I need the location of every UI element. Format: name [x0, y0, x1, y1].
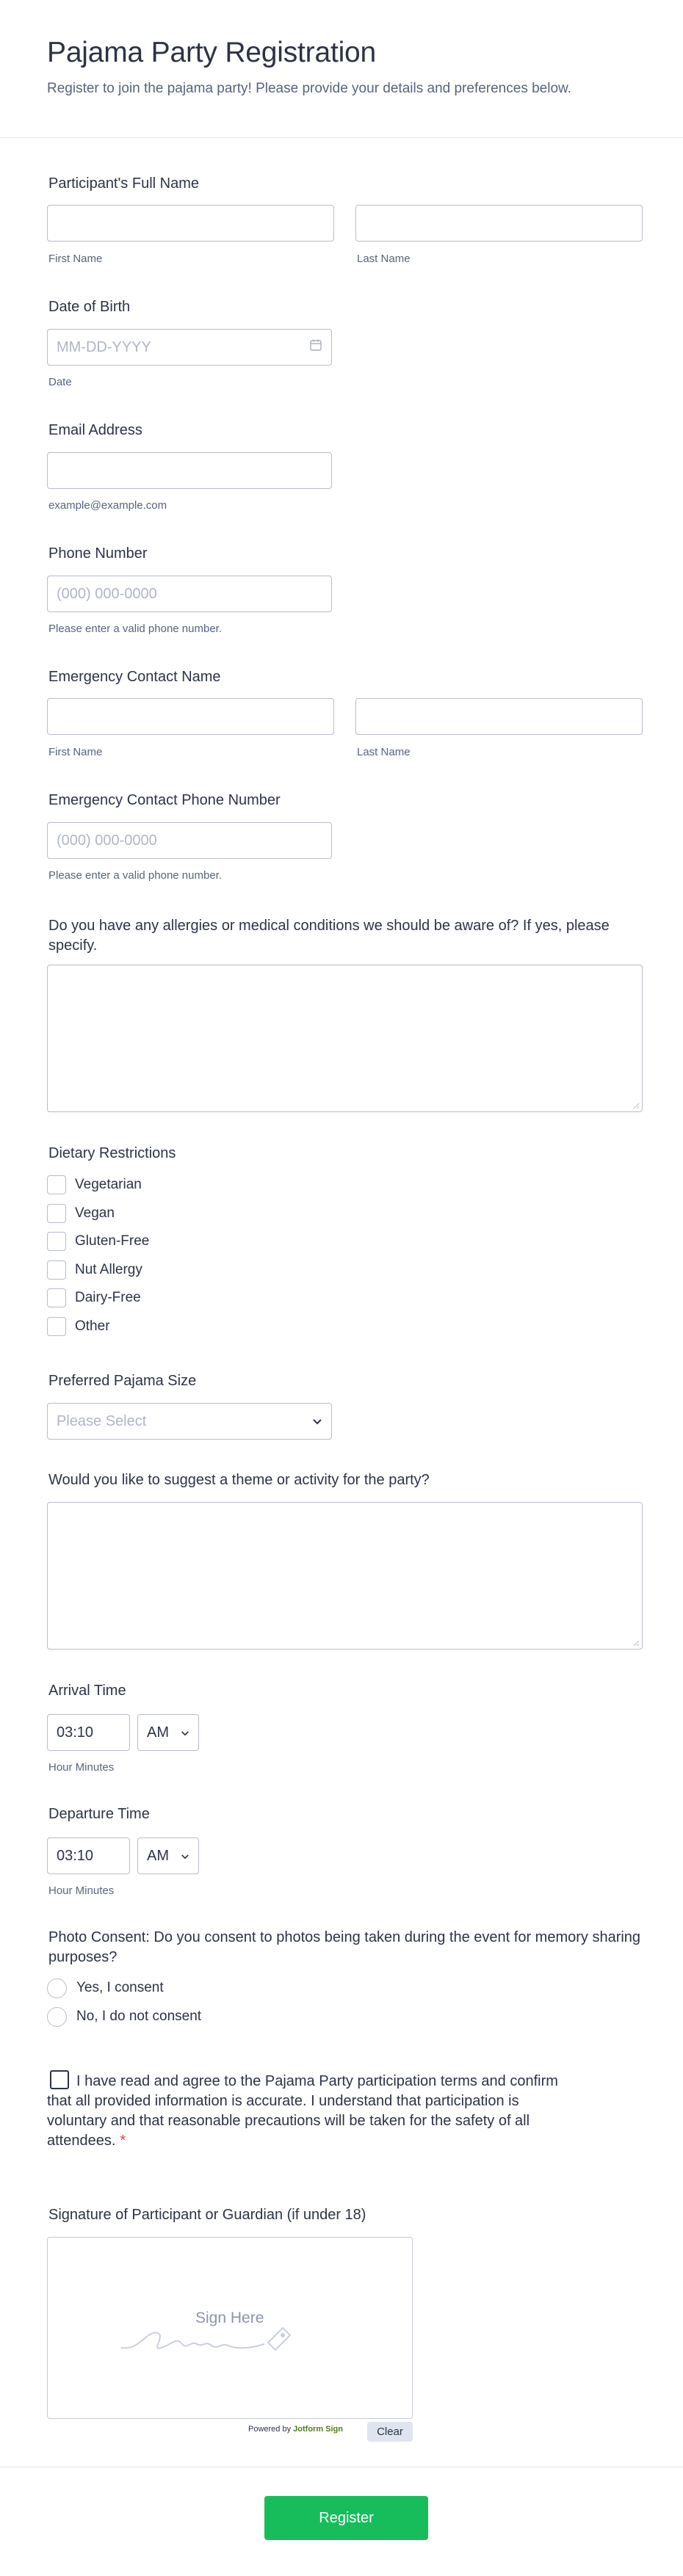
- form-header: [0, 0, 683, 138]
- terms-checkbox[interactable]: [50, 2070, 69, 2089]
- dob-input[interactable]: [47, 329, 332, 366]
- dietary-option-label: Dairy-Free: [75, 1290, 141, 1305]
- emergency-phone-input[interactable]: [47, 822, 332, 859]
- resize-handle-icon[interactable]: [632, 1639, 640, 1647]
- chevron-down-icon: [181, 1724, 189, 1741]
- terms-agreement[interactable]: [47, 2070, 561, 2151]
- dietary-option[interactable]: [47, 1231, 149, 1252]
- terms-text: I have read and agree to the Pajama Party participation terms and confirm that all provided information is accurate. I understand that participation is voluntary and that reasonable precautions will be taken for the safety of all attendees.: [47, 2073, 558, 2149]
- phone-input[interactable]: [47, 576, 332, 612]
- allergies-label: Do you have any allergies or medical conditions we should be aware of? If yes, please specify.: [48, 918, 610, 954]
- emergency-phone-sublabel: Please enter a valid phone number.: [48, 869, 222, 882]
- emergency-last-sublabel: Last Name: [357, 746, 411, 758]
- checkbox[interactable]: [47, 1204, 66, 1223]
- email-label: Email Address: [48, 422, 142, 438]
- signature-placeholder: Sign Here: [195, 2310, 264, 2326]
- full-name-label: Participant's Full Name: [48, 175, 199, 192]
- dietary-option-label: Gluten-Free: [75, 1233, 150, 1249]
- arrival-ampm-value: AM: [147, 1724, 169, 1741]
- emergency-phone-label: Emergency Contact Phone Number: [48, 792, 281, 808]
- dietary-option[interactable]: [47, 1260, 142, 1280]
- emergency-last-name-input[interactable]: [355, 698, 643, 735]
- dietary-option-label: Other: [75, 1318, 110, 1334]
- dob-label: Date of Birth: [48, 299, 131, 315]
- arrival-time-value: 03:10: [57, 1724, 94, 1741]
- last-name-sublabel: Last Name: [357, 253, 411, 265]
- required-mark: *: [120, 2133, 126, 2149]
- checkbox[interactable]: [47, 1175, 66, 1194]
- departure-time-input[interactable]: [47, 1837, 130, 1874]
- departure-time-value: 03:10: [57, 1847, 94, 1864]
- departure-ampm-select[interactable]: [137, 1837, 199, 1874]
- checkbox[interactable]: [47, 1260, 66, 1280]
- resize-handle-icon[interactable]: [632, 1102, 640, 1109]
- chevron-down-icon: [312, 1413, 322, 1430]
- departure-ampm-value: AM: [147, 1847, 169, 1864]
- radio[interactable]: [47, 1978, 67, 1998]
- calendar-icon[interactable]: [309, 338, 322, 356]
- email-input[interactable]: [47, 452, 332, 489]
- arrival-ampm-select[interactable]: [137, 1714, 199, 1751]
- pajama-size-label: Preferred Pajama Size: [48, 1373, 197, 1389]
- theme-textarea[interactable]: [47, 1502, 643, 1650]
- departure-sublabel: Hour Minutes: [48, 1884, 115, 1897]
- dietary-option[interactable]: [47, 1175, 142, 1195]
- powered-brand: Jotform Sign: [293, 2425, 343, 2434]
- checkbox[interactable]: [47, 1317, 66, 1336]
- phone-placeholder: (000) 000-0000: [57, 585, 157, 602]
- first-name-input[interactable]: [47, 205, 334, 242]
- first-name-sublabel: First Name: [48, 253, 103, 265]
- dietary-option-label: Vegan: [75, 1205, 115, 1221]
- pajama-size-select[interactable]: [47, 1403, 332, 1440]
- emergency-first-sublabel: First Name: [48, 746, 103, 758]
- phone-label: Phone Number: [48, 545, 148, 562]
- chevron-down-icon: [181, 1848, 189, 1865]
- emergency-name-label: Emergency Contact Name: [48, 669, 221, 685]
- arrival-label: Arrival Time: [48, 1683, 126, 1699]
- signature-pad[interactable]: [47, 2237, 413, 2419]
- dietary-option[interactable]: [47, 1288, 141, 1308]
- phone-sublabel: Please enter a valid phone number.: [48, 623, 222, 635]
- dietary-option-label: Vegetarian: [75, 1177, 142, 1192]
- page-subtitle: Register to join the pajama party! Please provide your details and preferences below.: [47, 81, 571, 96]
- dietary-option-label: Nut Allergy: [75, 1262, 142, 1277]
- allergies-textarea[interactable]: [47, 965, 643, 1112]
- pajama-size-placeholder: Please Select: [57, 1412, 147, 1429]
- radio[interactable]: [47, 2007, 67, 2027]
- departure-label: Departure Time: [48, 1806, 150, 1822]
- last-name-input[interactable]: [355, 205, 643, 242]
- dietary-option[interactable]: [47, 1316, 110, 1337]
- clear-signature-button[interactable]: Clear: [367, 2422, 413, 2442]
- checkbox[interactable]: [47, 1288, 66, 1307]
- dietary-label: Dietary Restrictions: [48, 1145, 176, 1161]
- photo-consent-option[interactable]: [47, 1977, 164, 1999]
- photo-consent-option-label: Yes, I consent: [76, 1980, 164, 1995]
- dob-sublabel: Date: [48, 376, 72, 388]
- powered-prefix: Powered by: [248, 2425, 292, 2434]
- arrival-sublabel: Hour Minutes: [48, 1761, 115, 1774]
- theme-label: Would you like to suggest a theme or activity for the party?: [48, 1472, 430, 1488]
- register-button[interactable]: Register: [264, 2496, 428, 2540]
- photo-consent-option[interactable]: [47, 2006, 201, 2028]
- emergency-phone-placeholder: (000) 000-0000: [57, 832, 157, 849]
- dob-placeholder: MM-DD-YYYY: [57, 338, 151, 355]
- signature-label: Signature of Participant or Guardian (if under 18): [48, 2207, 366, 2223]
- emergency-first-name-input[interactable]: [47, 698, 334, 735]
- email-sublabel: example@example.com: [48, 499, 167, 512]
- checkbox[interactable]: [47, 1232, 66, 1251]
- arrival-time-input[interactable]: [47, 1714, 130, 1751]
- photo-consent-label: Photo Consent: Do you consent to photos being taken during the event for memory sharing purposes?: [48, 1929, 641, 1965]
- photo-consent-option-label: No, I do not consent: [76, 2009, 202, 2024]
- powered-by: [248, 2425, 343, 2434]
- dietary-option[interactable]: [47, 1203, 115, 1224]
- page-title: Pajama Party Registration: [47, 37, 377, 68]
